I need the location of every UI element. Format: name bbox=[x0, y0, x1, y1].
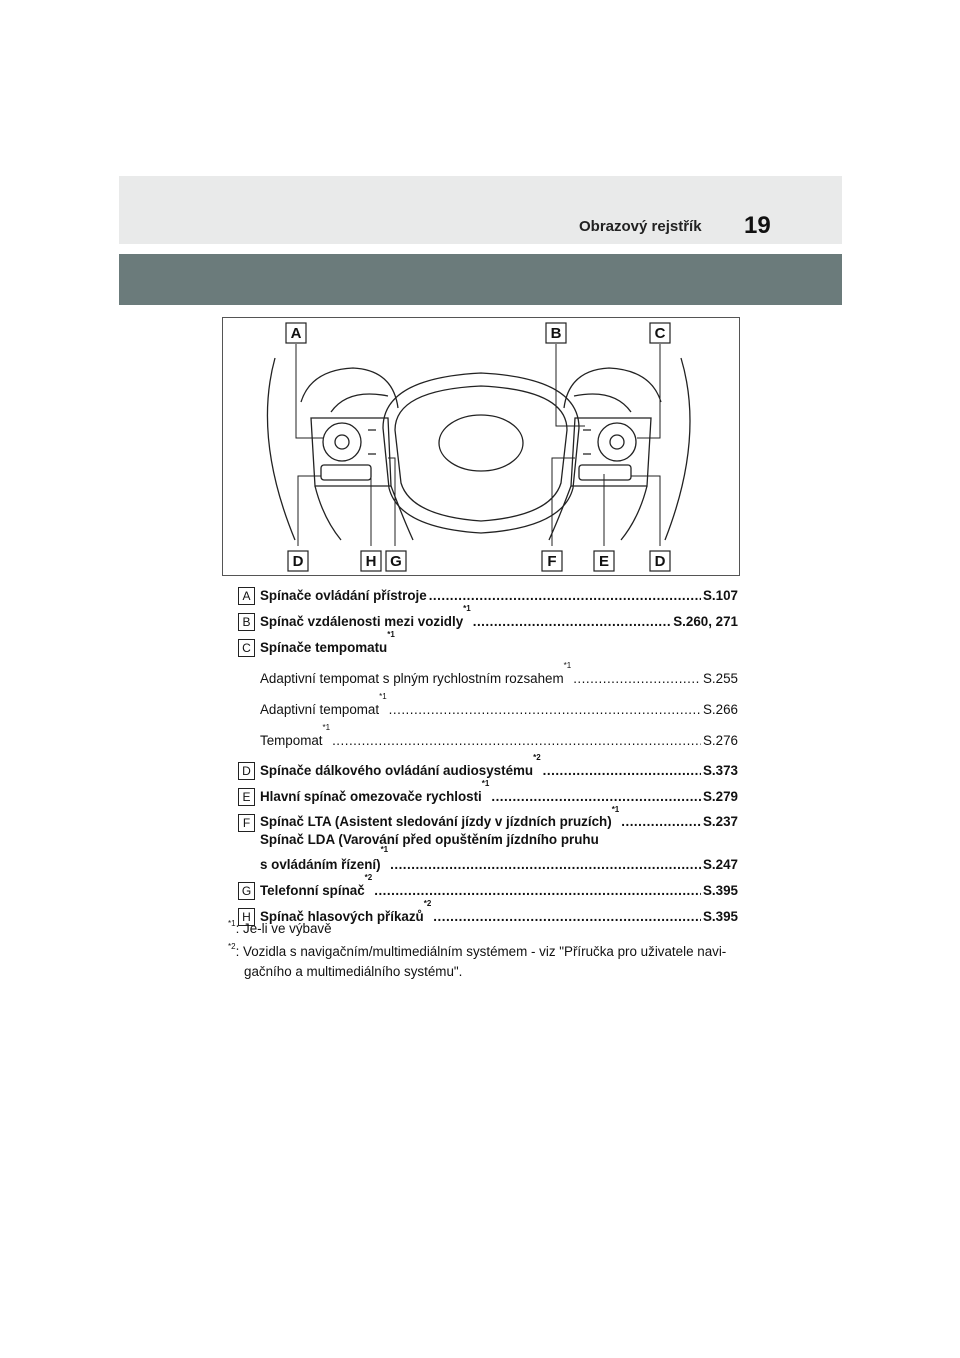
section-title: Obrazový rejstřík bbox=[579, 218, 702, 235]
entry-page: S.247 bbox=[703, 857, 738, 872]
entry-page: S.266 bbox=[703, 702, 738, 717]
entry-page: S.237 bbox=[703, 814, 738, 829]
list-item bbox=[238, 830, 738, 850]
svg-text:D: D bbox=[654, 553, 666, 570]
entry-sup: *1 bbox=[380, 845, 389, 854]
entry-sup: *1 bbox=[387, 630, 395, 639]
entry-label: Spínač vzdálenosti mezi vozidly bbox=[260, 614, 464, 629]
list-item bbox=[238, 583, 738, 609]
entry-label: Tempomat bbox=[260, 733, 323, 748]
footnote-text: : Je-li ve výbavě bbox=[235, 921, 332, 936]
entry-page: S.373 bbox=[703, 763, 738, 778]
entry-page: S.255 bbox=[703, 671, 738, 686]
entry-label: Hlavní spínač omezovače rychlosti bbox=[260, 789, 482, 804]
steering-wheel-figure bbox=[222, 317, 740, 576]
list-item bbox=[238, 805, 738, 830]
footnote-mark: *2 bbox=[228, 942, 236, 951]
left-volume-switch bbox=[321, 465, 371, 480]
header-band-light bbox=[119, 176, 842, 244]
entry-sup: *1 bbox=[611, 805, 620, 814]
page-number: 19 bbox=[744, 212, 771, 239]
callout-e bbox=[594, 551, 614, 571]
entry-label: Spínače dálkového ovládání audiosystému bbox=[260, 763, 534, 778]
index-entries bbox=[238, 583, 738, 930]
entry-sup: *1 bbox=[379, 692, 387, 701]
entry-badge: A bbox=[238, 587, 255, 605]
callout-b bbox=[546, 323, 566, 343]
entry-page: S.276 bbox=[703, 733, 738, 748]
svg-text:C: C bbox=[654, 325, 666, 342]
list-item bbox=[238, 779, 738, 810]
callout-a bbox=[286, 323, 306, 343]
svg-text:F: F bbox=[547, 553, 557, 570]
list-item bbox=[238, 661, 738, 692]
entry-sup: *1 bbox=[481, 779, 490, 788]
callout-h bbox=[361, 551, 381, 571]
header-band-dark bbox=[119, 254, 842, 305]
list-item bbox=[238, 845, 738, 878]
footnote-mark: *1 bbox=[228, 919, 236, 928]
entry-badge: F bbox=[238, 814, 255, 832]
entry-label: Adaptivní tempomat bbox=[260, 702, 380, 717]
entry-page: S.260, 271 bbox=[673, 614, 738, 629]
list-item bbox=[238, 630, 738, 661]
callout-c bbox=[650, 323, 670, 343]
entry-sup: *2 bbox=[533, 753, 541, 762]
steering-hub bbox=[383, 373, 579, 533]
entry-label: Spínače tempomatu bbox=[260, 640, 388, 655]
callout-f bbox=[542, 551, 562, 571]
entry-label: Spínače ovládání přístroje bbox=[260, 588, 427, 603]
right-upper-rim bbox=[564, 368, 661, 408]
svg-text:B: B bbox=[550, 325, 562, 342]
entry-sup: *1 bbox=[563, 661, 572, 670]
right-cruise-dial bbox=[598, 423, 636, 461]
list-item bbox=[238, 604, 738, 635]
footnote-2 bbox=[228, 942, 758, 982]
list-item bbox=[238, 723, 738, 754]
callout-g bbox=[386, 551, 406, 571]
entry-page: S.107 bbox=[703, 588, 738, 603]
entry-label: s ovládáním řízení) bbox=[260, 857, 381, 872]
entry-label: Telefonní spínač bbox=[260, 883, 365, 898]
callout-d-right bbox=[650, 551, 670, 571]
entry-sup: *2 bbox=[364, 873, 373, 882]
airbag-emblem bbox=[439, 415, 523, 471]
footnote-text: : Vozidla s navigačním/multimediálním systémem - viz "Příručka pro uživatele navi- bbox=[235, 944, 727, 959]
svg-text:E: E bbox=[598, 553, 610, 570]
callout-d-left bbox=[288, 551, 308, 571]
entry-label: Spínač hlasových příkazů bbox=[260, 909, 424, 924]
footnote-continuation: gačního a multimediálního systému". bbox=[244, 964, 463, 979]
left-upper-rim bbox=[301, 368, 398, 408]
entry-sup: *1 bbox=[463, 604, 471, 613]
entry-badge: C bbox=[238, 639, 255, 657]
svg-text:H: H bbox=[365, 553, 377, 570]
list-item bbox=[238, 873, 738, 904]
svg-text:A: A bbox=[290, 325, 302, 342]
footnotes bbox=[228, 919, 758, 985]
entry-label: Spínač LTA (Asistent sledování jízdy v jízdních pruzích) bbox=[260, 814, 612, 829]
svg-text:G: G bbox=[390, 553, 402, 570]
entry-label: Adaptivní tempomat s plným rychlostním rozsahem bbox=[260, 671, 564, 686]
entry-badge: E bbox=[238, 788, 255, 806]
entry-label: Spínač LDA (Varování před opuštěním jízdního pruhu bbox=[260, 832, 599, 847]
left-control-dial bbox=[323, 423, 361, 461]
left-outer-arc bbox=[267, 358, 295, 540]
entry-badge: B bbox=[238, 613, 255, 631]
entry-badge: D bbox=[238, 762, 255, 780]
footnote-1 bbox=[228, 919, 758, 939]
list-item bbox=[238, 692, 738, 723]
svg-text:D: D bbox=[292, 553, 304, 570]
right-outer-arc bbox=[665, 358, 690, 540]
entry-badge: G bbox=[238, 882, 255, 900]
entry-page: S.395 bbox=[703, 909, 738, 924]
left-switch-pod bbox=[311, 418, 391, 486]
entry-page: S.279 bbox=[703, 789, 738, 804]
right-mode-switch bbox=[579, 465, 631, 480]
entry-badge: H bbox=[238, 908, 255, 926]
entry-sup: *1 bbox=[322, 723, 331, 732]
steering-wheel-illustration bbox=[223, 318, 739, 575]
entry-sup: *2 bbox=[423, 899, 432, 908]
entry-page: S.395 bbox=[703, 883, 738, 898]
